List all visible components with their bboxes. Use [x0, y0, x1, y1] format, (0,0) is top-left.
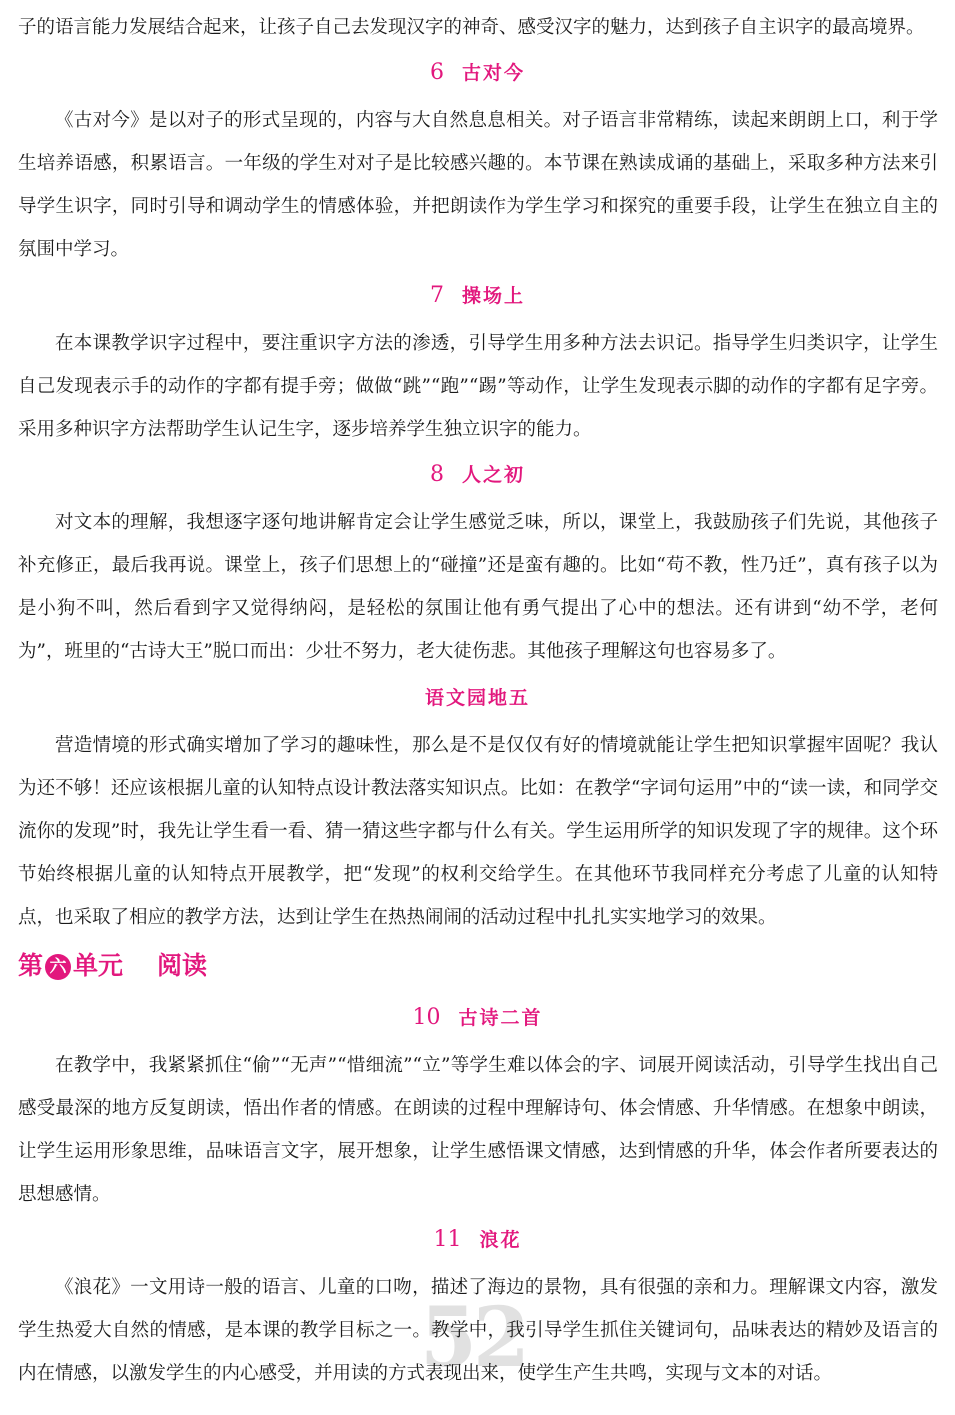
section-heading-8 [0, 460, 955, 487]
unit-number-badge: 六 [45, 954, 71, 980]
section-paragraph-6: 《古对今》是以对子的形式呈现的，内容与大自然息息相关。对子语言非常精练，读起来朗朗上口，利于学生培养语感，积累语言。一年级的学生对对子是比较感兴趣的。本节课在熟读成诵的基础上，采取多种方法来引导学生识字，同时引导和调动学生的情感体验，并把朗读作为学生学习和探究的重要手段，让学生在独立自主的氛围中学习。 [18, 110, 938, 260]
section-heading-10 [0, 1003, 955, 1030]
section-heading-11 [0, 1225, 955, 1252]
unit-suffix: 单元 [73, 951, 124, 980]
section-heading-6 [0, 58, 955, 85]
section-title: 浪花 [479, 1229, 522, 1251]
section-heading-garden [0, 683, 955, 710]
section-number: 11 [433, 1227, 462, 1252]
section-title: 操场上 [461, 285, 525, 307]
section-title: 古诗二首 [458, 1007, 543, 1029]
section-title: 语文园地五 [424, 687, 530, 709]
section-number: 8 [429, 462, 444, 487]
unit-topic: 阅读 [157, 951, 208, 980]
section-paragraph-8: 对文本的理解，我想逐字逐句地讲解肯定会让学生感觉乏味，所以，课堂上，我鼓励孩子们先说，其他孩子补充修正，最后我再说。课堂上，孩子们思想上的“碰撞”还是蛮有趣的。比如“苟不教，性乃迁”，真有孩子以为是小狗不叫，然后看到字又觉得纳闷，是轻松的氛围让他有勇气提出了心中的想法。还有讲到“幼不学，老何为”，班里的“古诗大王”脱口而出：少壮不努力，老大徒伤悲。其他孩子理解这句也容易多了。 [18, 512, 938, 662]
intro-paragraph: 子的语言能力发展结合起来，让孩子自己去发现汉字的神奇、感受汉字的魅力，达到孩子自主识字的最高境界。 [18, 17, 925, 38]
section-heading-7 [0, 281, 955, 308]
section-number: 10 [412, 1005, 441, 1030]
section-number: 7 [429, 283, 444, 308]
section-paragraph-11: 《浪花》一文用诗一般的语言、儿童的口吻，描述了海边的景物，具有很强的亲和力。理解课文内容，激发学生热爱大自然的情感，是本课的教学目标之一。教学中，我引导学生抓住关键词句，品味表达的精妙及语言的内在情感，以激发学生的内心感受，并用读的方式表现出来，使学生产生共鸣，实现与文本的对话。 [18, 1277, 938, 1384]
section-paragraph-10: 在教学中，我紧紧抓住“偷”“无声”“惜细流”“立”等学生难以体会的字、词展开阅读活动，引导学生找出自己感受最深的地方反复朗读，悟出作者的情感。在朗读的过程中理解诗句、体会情感、升华情感。在想象中朗读，让学生运用形象思维，品味语言文字，展开想象，让学生感悟课文情感，达到情感的升华，体会作者所要表达的思想感情。 [18, 1055, 938, 1205]
section-title: 古对今 [461, 62, 525, 84]
unit-prefix: 第 [18, 951, 44, 980]
section-paragraph-garden: 营造情境的形式确实增加了学习的趣味性，那么是不是仅仅有好的情境就能让学生把知识掌握牢固呢？我认为还不够！还应该根据儿童的认知特点设计教法落实知识点。比如：在教学“字词句运用”中的“读一读，和同学交流你的发现”时，我先让学生看一看、猜一猜这些字都与什么有关。学生运用所学的知识发现了字的规律。这个环节始终根据儿童的认知特点开展教学，把“发现”的权利交给学生。在其他环节我同样充分考虑了儿童的认知特点，也采取了相应的教学方法，达到让学生在热热闹闹的活动过程中扎扎实实地学习的效果。 [18, 735, 938, 928]
section-title: 人之初 [461, 464, 525, 486]
page-number: 52 [420, 1290, 527, 1386]
unit-title [18, 948, 207, 984]
section-number: 6 [429, 60, 444, 85]
section-paragraph-7: 在本课教学识字过程中，要注重识字方法的渗透，引导学生用多种方法去识记。指导学生归类识字，让学生自己发现表示手的动作的字都有提手旁；做做“跳”“跑”“踢”等动作，让学生发现表示脚的动作的字都有足字旁。采用多种识字方法帮助学生认记生字，逐步培养学生独立识字的能力。 [18, 333, 938, 440]
